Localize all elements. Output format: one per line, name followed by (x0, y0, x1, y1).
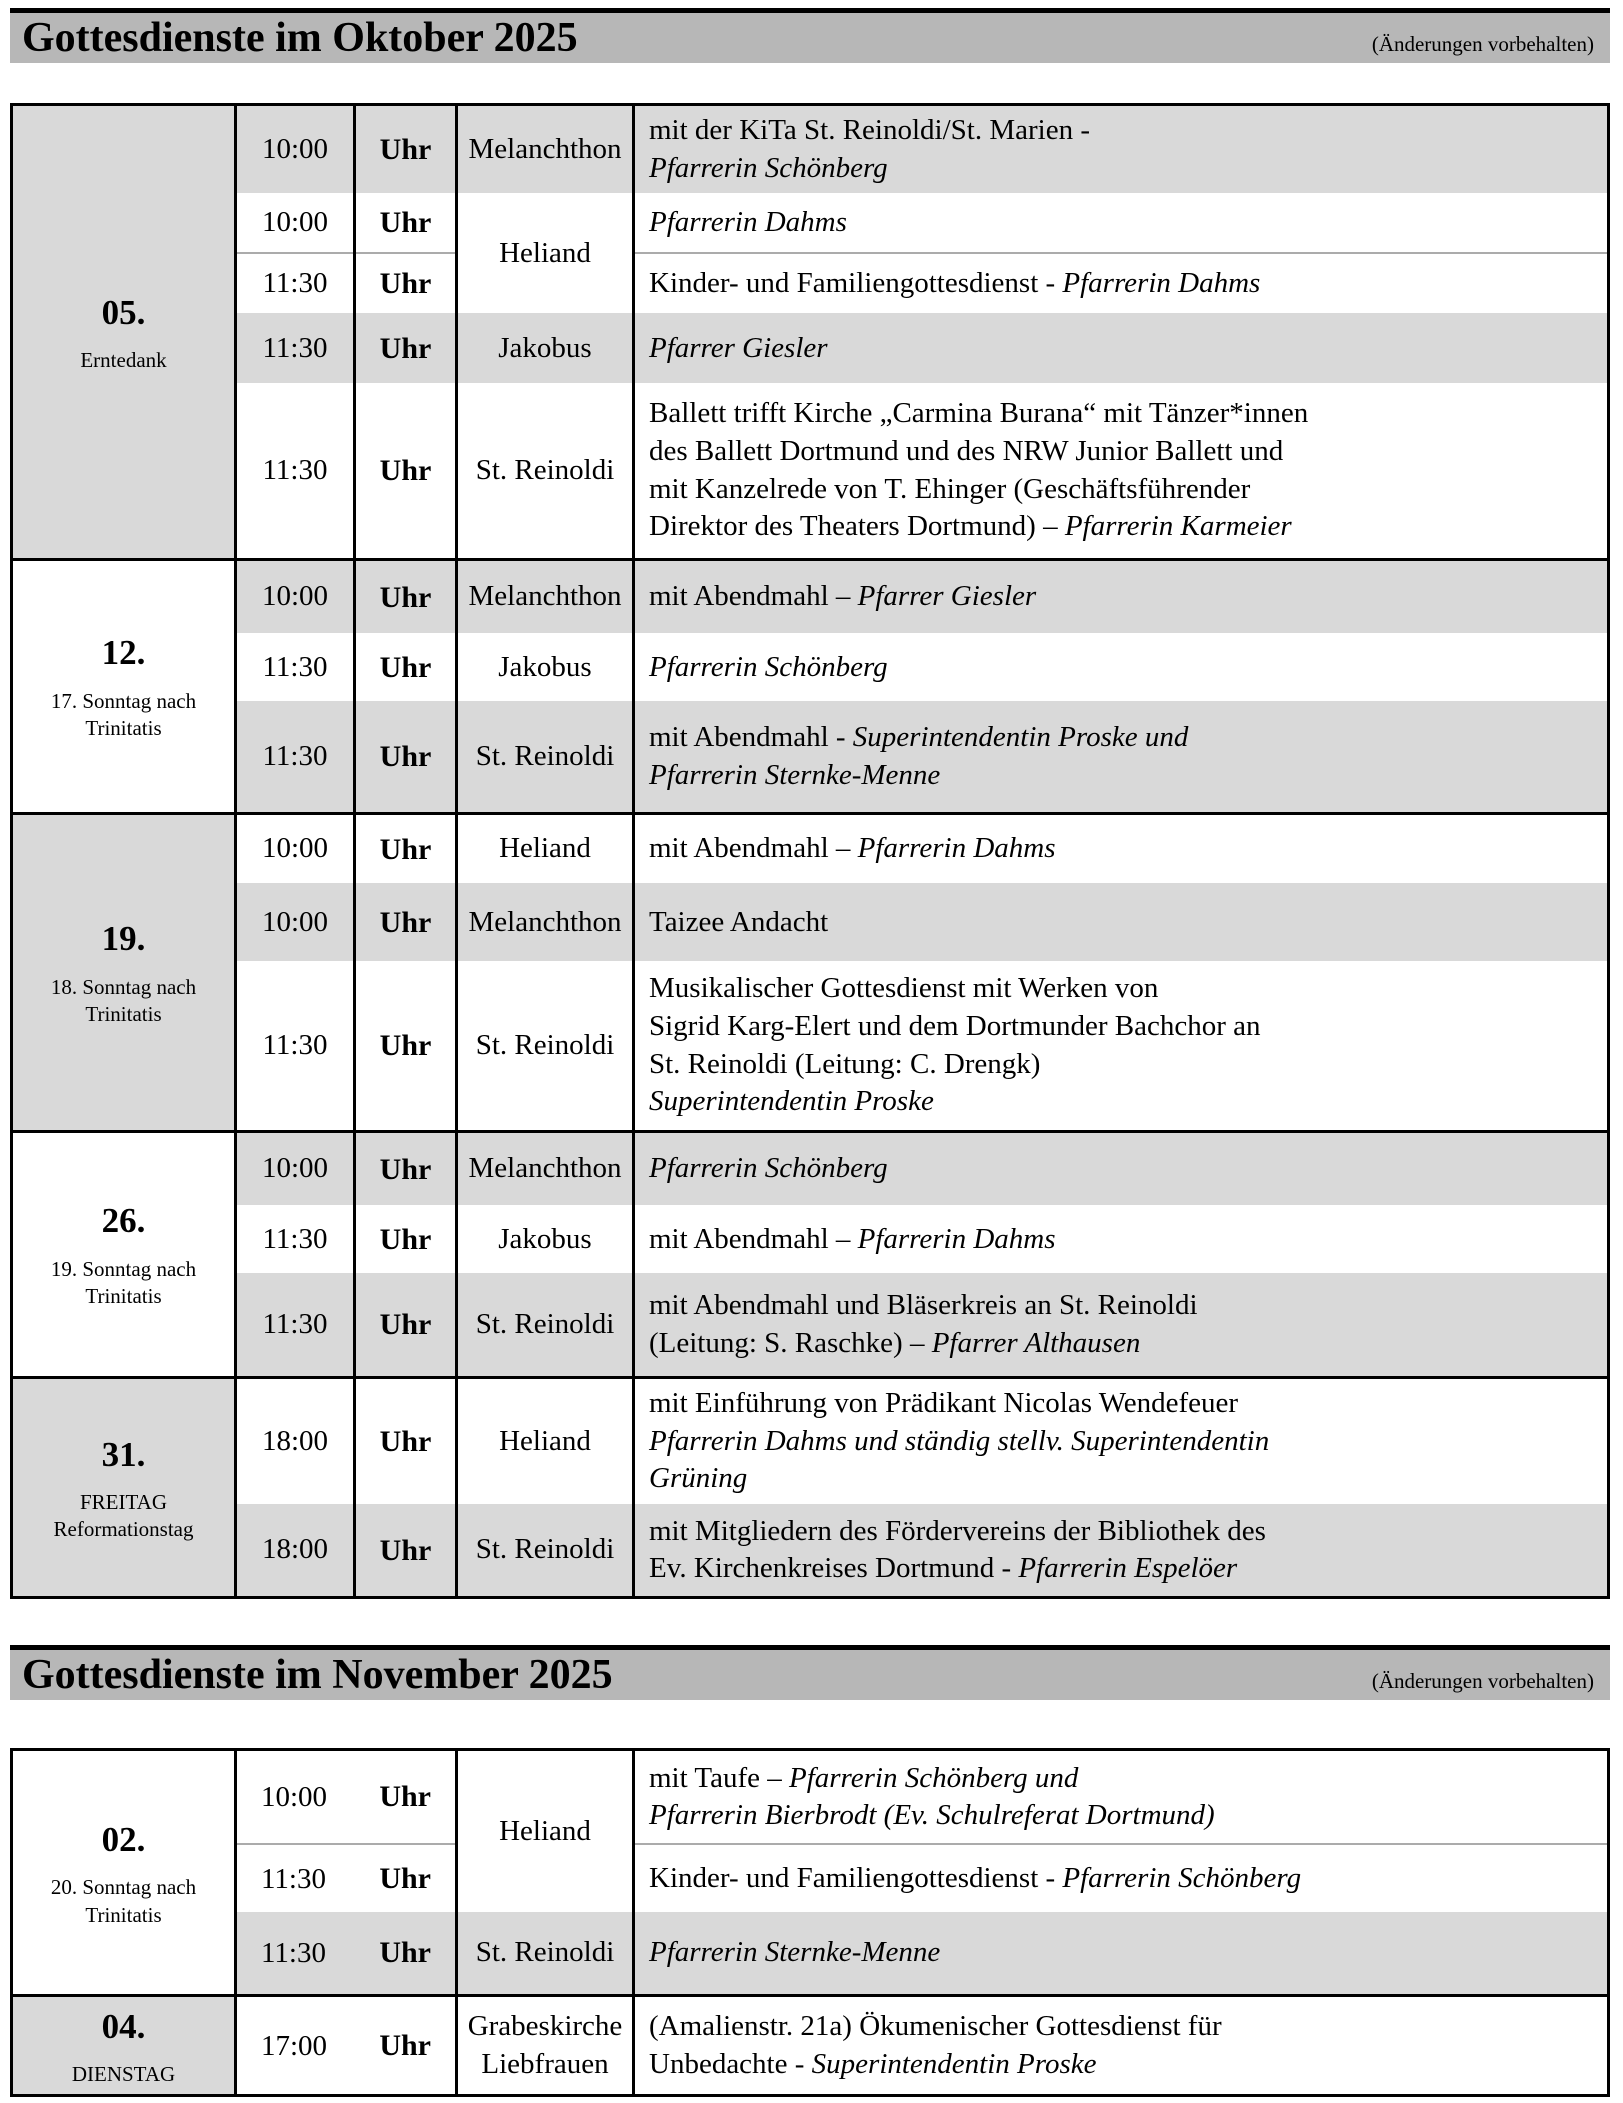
date-number: 19. (101, 919, 146, 959)
section-october (10, 8, 1610, 1599)
uhr-cell (355, 1131, 457, 1205)
service-row (12, 813, 1609, 883)
location-name: St. Reinoldi (475, 453, 615, 486)
description-segment: Direktor des Theaters Dortmund) – (649, 510, 1065, 543)
location-name: Melanchthon (468, 905, 622, 938)
description-segment: des Ballett Dortmund und des NRW Junior Ballett und (649, 434, 1284, 467)
description-segment: Superintendentin Proske (811, 2047, 1097, 2080)
description-segment: Pfarrerin Bierbrodt (Ev. Schulreferat Dortmund) (649, 1799, 1215, 1832)
location-cell (457, 1912, 634, 1996)
section-title-october: Gottesdienste im Oktober 2025 (22, 15, 578, 61)
location-name: Heliand (499, 1814, 591, 1847)
date-number: 04. (101, 2006, 146, 2046)
location-name: Melanchthon (468, 132, 622, 165)
time-uhr-group (245, 1859, 447, 1899)
description-segment: Kinder- und Familiengottesdienst - (649, 267, 1063, 300)
time-value: 11:30 (262, 1307, 328, 1340)
time-value: 11:30 (262, 1222, 328, 1255)
uhr-label: Uhr (379, 1533, 432, 1567)
date-block (12, 105, 1609, 560)
description-cell (634, 1996, 1609, 2096)
description-segment: mit Taufe – (649, 1761, 789, 1794)
description-cell (634, 1844, 1609, 1912)
description-segment: Pfarrerin Sternke-Menne (649, 758, 941, 791)
time-value: 11:30 (262, 1028, 328, 1061)
date-subtitle-line: Trinitatis (85, 1284, 162, 1309)
description-segment: Ev. Kirchenkreises Dortmund - (649, 1552, 1019, 1585)
description-segment: Pfarrerin Schönberg (1062, 1861, 1302, 1894)
date-subtitle (21, 974, 226, 1029)
uhr-cell (355, 883, 457, 961)
description-segment: Taizee Andacht (649, 905, 829, 938)
description-segment: mit Einführung von Prädikant Nicolas Wendefeuer (649, 1386, 1239, 1419)
location-cell (457, 1377, 634, 1504)
location-name: Heliand (499, 832, 591, 865)
uhr-cell (355, 1504, 457, 1598)
time-cell (236, 1996, 457, 2096)
description-segment: Pfarrerin Dahms (857, 1222, 1056, 1255)
time-uhr-group (245, 1933, 447, 1973)
description-segment: Pfarrer Althausen (931, 1326, 1141, 1359)
location-cell (457, 813, 634, 883)
date-block (12, 1377, 1609, 1598)
time-value: 11:30 (262, 267, 328, 300)
description-cell (634, 253, 1609, 313)
description-segment: Ballett trifft Kirche „Carmina Burana“ mit Tänzer*innen (649, 397, 1309, 430)
date-subtitle-line: 18. Sonntag nach (50, 974, 197, 999)
uhr-label: Uhr (379, 580, 432, 614)
time-value: 11:30 (262, 739, 328, 772)
description-segment: mit Mitgliedern des Fördervereins der Bibliothek des (649, 1514, 1266, 1547)
date-subtitle (21, 1256, 226, 1311)
time-cell (236, 633, 355, 701)
service-row (12, 313, 1609, 383)
time-cell (236, 1504, 355, 1598)
uhr-label: Uhr (379, 1936, 431, 1970)
uhr-cell (355, 1273, 457, 1377)
changes-note-november: (Änderungen vorbehalten) (1371, 1669, 1594, 1694)
uhr-label: Uhr (379, 905, 432, 939)
time-cell (236, 383, 355, 559)
uhr-label: Uhr (379, 2029, 431, 2063)
date-cell (12, 105, 236, 560)
description-cell (634, 1912, 1609, 1996)
november-header-bar (10, 1645, 1610, 1700)
date-cell (12, 1996, 236, 2096)
description-segment: Superintendentin Proske (649, 1085, 934, 1118)
time-value: 17:00 (261, 2030, 328, 2063)
date-subtitle-line: Erntedank (80, 348, 167, 373)
uhr-cell (355, 313, 457, 383)
time-value: 11:30 (261, 1937, 326, 1970)
time-cell (236, 313, 355, 383)
uhr-label: Uhr (379, 832, 432, 866)
description-cell (634, 1504, 1609, 1598)
time-value: 11:30 (261, 1862, 326, 1895)
date-subtitle-line: DIENSTAG (71, 2062, 176, 2087)
description-segment: Pfarrerin Sternke-Menne (649, 1936, 941, 1969)
location-name: St. Reinoldi (475, 1307, 615, 1340)
uhr-label: Uhr (379, 331, 432, 365)
location-cell (457, 1750, 634, 1912)
uhr-cell (355, 383, 457, 559)
description-segment: Pfarrer Giesler (857, 580, 1037, 613)
uhr-cell (355, 105, 457, 194)
service-row (12, 1996, 1609, 2096)
time-cell (236, 1205, 355, 1273)
description-cell (634, 1273, 1609, 1377)
uhr-label: Uhr (379, 740, 432, 774)
time-value: 10:00 (261, 1152, 329, 1185)
service-row (12, 1377, 1609, 1504)
uhr-label: Uhr (379, 454, 432, 488)
description-cell (634, 813, 1609, 883)
date-subtitle-line: 17. Sonntag nach (50, 688, 197, 713)
description-segment: Sigrid Karg-Elert und dem Dortmunder Bachchor an (649, 1009, 1261, 1042)
date-subtitle-line: FREITAG (80, 1490, 167, 1515)
description-cell (634, 105, 1609, 194)
description-segment: Pfarrerin Dahms (857, 832, 1056, 865)
description-cell (634, 383, 1609, 559)
uhr-label: Uhr (379, 650, 432, 684)
location-cell (457, 1131, 634, 1205)
time-cell (236, 1131, 355, 1205)
time-value: 18:00 (261, 1424, 329, 1457)
uhr-label: Uhr (379, 133, 432, 167)
location-cell (457, 383, 634, 559)
date-subtitle-line: Trinitatis (85, 1902, 162, 1927)
location-name: St. Reinoldi (475, 1533, 615, 1566)
time-cell (236, 1273, 355, 1377)
uhr-label: Uhr (379, 1780, 431, 1814)
service-row (12, 1205, 1609, 1273)
location-name: Jakobus (498, 331, 592, 364)
uhr-cell (355, 633, 457, 701)
location-cell (457, 701, 634, 813)
time-value: 10:00 (261, 132, 329, 165)
time-value: 10:00 (261, 1781, 328, 1814)
time-cell (236, 1377, 355, 1504)
time-value: 11:30 (262, 453, 328, 486)
description-cell (634, 701, 1609, 813)
uhr-label: Uhr (379, 1029, 432, 1063)
uhr-cell (355, 813, 457, 883)
description-segment: St. Reinoldi (Leitung: C. Drengk) (649, 1047, 1041, 1080)
description-segment: (Amalienstr. 21a) Ökumenischer Gottesdienst für (649, 2010, 1222, 2043)
location-name: St. Reinoldi (475, 739, 615, 772)
time-value: 10:00 (261, 832, 329, 865)
location-name: Grabeskirche (467, 2010, 623, 2043)
location-cell (457, 313, 634, 383)
service-row (12, 1844, 1609, 1912)
uhr-label: Uhr (379, 1424, 432, 1458)
date-number: 05. (101, 292, 146, 332)
section-november (10, 1645, 1610, 2097)
uhr-label: Uhr (379, 1152, 432, 1186)
description-segment: Pfarrerin Schönberg und (789, 1761, 1079, 1794)
description-cell (634, 559, 1609, 633)
description-segment: mit Abendmahl - (649, 720, 853, 753)
time-cell (236, 105, 355, 194)
location-cell (457, 961, 634, 1131)
location-name: St. Reinoldi (475, 1936, 615, 1969)
uhr-cell (355, 701, 457, 813)
time-cell (236, 559, 355, 633)
section-title-november: Gottesdienste im November 2025 (22, 1652, 613, 1699)
uhr-cell (355, 1377, 457, 1504)
date-cell (12, 1377, 236, 1598)
location-cell (457, 559, 634, 633)
description-segment: Unbedachte - (649, 2047, 812, 2080)
description-segment: Pfarrer Giesler (649, 331, 828, 364)
description-segment: Pfarrerin Espelöer (1018, 1552, 1238, 1585)
service-row (12, 1750, 1609, 1844)
date-subtitle (21, 688, 226, 743)
date-block (12, 559, 1609, 813)
time-value: 10:00 (261, 206, 329, 239)
time-uhr-group (245, 1777, 447, 1817)
time-cell (236, 253, 355, 313)
description-cell (634, 1205, 1609, 1273)
service-row (12, 193, 1609, 253)
location-cell (457, 883, 634, 961)
description-cell (634, 1131, 1609, 1205)
service-row (12, 559, 1609, 633)
description-segment: Grüning (649, 1462, 748, 1495)
time-value: 10:00 (261, 580, 329, 613)
description-segment: (Leitung: S. Raschke) – (649, 1326, 932, 1359)
service-row (12, 701, 1609, 813)
description-segment: mit Abendmahl und Bläserkreis an St. Reinoldi (649, 1288, 1198, 1321)
time-cell (236, 883, 355, 961)
description-segment: Pfarrerin Dahms (1062, 267, 1261, 300)
location-name: Melanchthon (468, 580, 622, 613)
date-subtitle-line: 19. Sonntag nach (50, 1256, 197, 1281)
description-segment: Pfarrerin Schönberg (649, 650, 888, 683)
service-row (12, 1504, 1609, 1598)
date-subtitle-line: Reformationstag (53, 1517, 194, 1542)
time-cell (236, 1912, 457, 1996)
date-number: 02. (101, 1819, 146, 1859)
date-subtitle-line: Trinitatis (85, 1002, 162, 1027)
date-number: 26. (101, 1201, 146, 1241)
uhr-cell (355, 253, 457, 313)
uhr-cell (355, 961, 457, 1131)
date-cell (12, 1131, 236, 1377)
date-block (12, 1750, 1609, 1996)
uhr-cell (355, 559, 457, 633)
service-row (12, 883, 1609, 961)
location-name: Liebfrauen (481, 2047, 609, 2080)
location-name: Jakobus (498, 650, 592, 683)
date-cell (12, 1750, 236, 1996)
description-segment: Pfarrerin Dahms und ständig stellv. Superintendentin (649, 1424, 1270, 1457)
time-cell (236, 961, 355, 1131)
time-cell (236, 813, 355, 883)
service-row (12, 633, 1609, 701)
service-row (12, 105, 1609, 194)
description-segment: Pfarrerin Dahms (649, 206, 847, 239)
time-value: 11:30 (262, 650, 328, 683)
description-cell (634, 633, 1609, 701)
uhr-label: Uhr (379, 1308, 432, 1342)
date-subtitle (21, 1489, 226, 1544)
date-number: 31. (101, 1434, 146, 1474)
time-value: 10:00 (261, 905, 329, 938)
date-number: 12. (101, 633, 146, 673)
description-segment: mit Abendmahl – (649, 1222, 858, 1255)
description-cell (634, 313, 1609, 383)
location-cell (457, 193, 634, 313)
service-row (12, 961, 1609, 1131)
date-subtitle-line: 20. Sonntag nach (50, 1875, 197, 1900)
description-segment: Kinder- und Familiengottesdienst - (649, 1861, 1063, 1894)
service-row (12, 1912, 1609, 1996)
uhr-label: Uhr (379, 1861, 431, 1895)
location-cell (457, 1996, 634, 2096)
description-cell (634, 193, 1609, 253)
time-cell (236, 1750, 457, 1844)
service-row (12, 383, 1609, 559)
uhr-label: Uhr (379, 206, 432, 240)
description-segment: mit Kanzelrede von T. Ehinger (Geschäftsführender (649, 472, 1251, 505)
service-row (12, 1131, 1609, 1205)
description-segment: mit Abendmahl – (649, 832, 858, 865)
location-name: Heliand (499, 236, 591, 269)
time-value: 11:30 (262, 331, 328, 364)
description-cell (634, 961, 1609, 1131)
description-segment: mit der KiTa St. Reinoldi/St. Marien - (649, 114, 1090, 146)
date-block (12, 1996, 1609, 2096)
date-subtitle (21, 347, 226, 374)
location-cell (457, 1273, 634, 1377)
time-cell (236, 701, 355, 813)
date-subtitle-line: Trinitatis (85, 716, 162, 741)
location-name: St. Reinoldi (475, 1028, 615, 1061)
location-name: Melanchthon (468, 1152, 622, 1185)
uhr-label: Uhr (379, 1222, 432, 1256)
location-name: Heliand (499, 1424, 591, 1457)
schedule-table-november (10, 1748, 1610, 2097)
time-cell (236, 1844, 457, 1912)
date-block (12, 1131, 1609, 1377)
location-cell (457, 1205, 634, 1273)
october-header-bar (10, 8, 1610, 63)
date-subtitle (21, 2061, 226, 2088)
service-row (12, 1273, 1609, 1377)
date-cell (12, 813, 236, 1131)
description-cell (634, 1377, 1609, 1504)
description-cell (634, 883, 1609, 961)
date-block (12, 813, 1609, 1131)
location-cell (457, 1504, 634, 1598)
date-subtitle (21, 1874, 226, 1929)
time-cell (236, 193, 355, 253)
description-segment: Pfarrerin Schönberg (649, 151, 888, 184)
description-segment: Musikalischer Gottesdienst mit Werken von (649, 972, 1159, 1005)
location-cell (457, 633, 634, 701)
description-segment: mit Abendmahl – (649, 580, 858, 613)
service-row (12, 253, 1609, 313)
time-value: 18:00 (261, 1533, 329, 1566)
changes-note-october: (Änderungen vorbehalten) (1371, 32, 1594, 56)
uhr-cell (355, 193, 457, 253)
description-cell (634, 1750, 1609, 1844)
description-segment: Pfarrerin Schönberg (649, 1152, 888, 1185)
schedule-table-october (10, 103, 1610, 1599)
uhr-cell (355, 1205, 457, 1273)
date-cell (12, 559, 236, 813)
uhr-label: Uhr (379, 267, 432, 301)
location-cell (457, 105, 634, 194)
description-segment: Superintendentin Proske und (852, 720, 1189, 753)
time-uhr-group (245, 2026, 447, 2066)
description-segment: Pfarrerin Karmeier (1064, 510, 1292, 543)
location-name: Jakobus (498, 1222, 592, 1255)
